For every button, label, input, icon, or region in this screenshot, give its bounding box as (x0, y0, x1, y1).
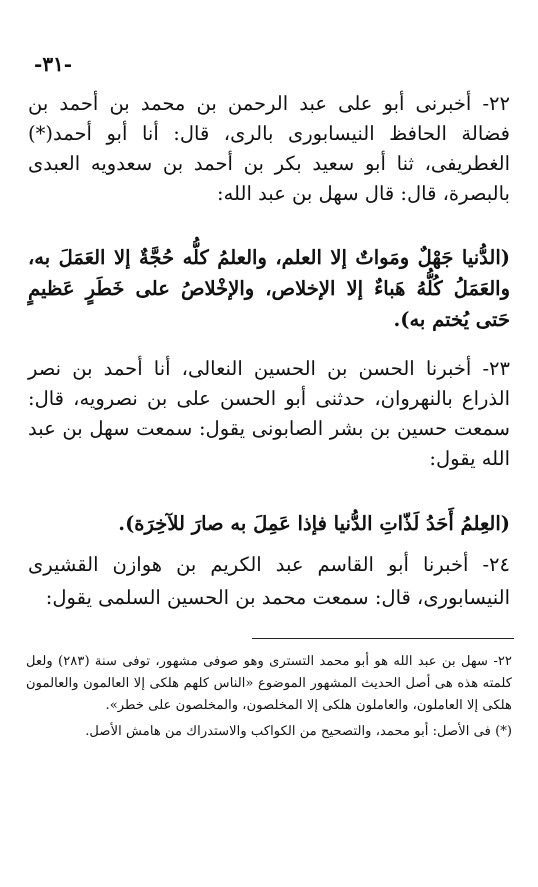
footnotes (26, 651, 512, 743)
page-number: -٣١- (34, 52, 73, 76)
entry-24-paragraph: ٢٤- أخبرنا أبو القاسم عبد الكريم بن هوازن القشيرى النيسابورى، قال: سمعت محمد بن الحسين السلمى يقول: (28, 553, 510, 609)
footnote-separator (252, 638, 514, 639)
entry-23-quote-text: (العِلمُ أَحَدُ لَذّاتِ الدُّنيا فإذا عَمِلَ به صارَ للآخِرَة). (118, 512, 510, 535)
entry-22-quote-text: (الدُّنيا جَهْلٌ ومَواتٌ إلا العلم، والعلمُ كلُّه حُجَّةٌ إلا العَمَلَ به، والعَمَلُ كُلُّهُ هَباءٌ إلا الإخلاص، والإخْلاصُ على خَطَرٍ عَظيمٍ حَتى يُختم به). (28, 246, 510, 331)
entry-23-quote (28, 508, 510, 540)
entry-22-paragraph: ٢٢- أخبرنى أبو على عبد الرحمن بن محمد بن أحمد بن فضالة الحافظ النيسابورى بالرى، قال: أنا أبو أحمد(*) الغطريفى، ثنا أبو سعيد بكر بن أحمد بن سعدويه العبدى بالبصرة، قال: قال سهل بن عبد الله: (28, 92, 510, 205)
entry-22-quote (28, 242, 510, 335)
entry-23-text (28, 354, 510, 474)
entry-23-paragraph: ٢٣- أخبرنا الحسن بن الحسين النعالى، أنا أحمد بن نصر الذراع بالنهروان، حدثنى أبو الحسن على بن نصرويه، قال: سمعت حسين بن بشر الصابونى يقول: سمعت سهل بن عبد الله يقول: (28, 357, 510, 470)
footnote-22: ٢٢- سهل بن عبد الله هو أبو محمد التسترى وهو صوفى مشهور، توفى سنة (٢٨٣) ولعل كلمته هذه هى أصل الحديث المشهور الموضوع «الناس كلهم هلكى إلا العالمون والعالمون هلكى إلا العاملون، والعاملون هلكى إلا المخلصون، والمخلصون على خطر». (26, 654, 512, 713)
entry-22-text (28, 89, 510, 209)
footnote-asterisk: (*) فى الأصل: أبو محمد، والتصحيح من الكواكب والاستدراك من هامش الأصل. (85, 724, 512, 739)
entry-24-text (28, 548, 510, 614)
